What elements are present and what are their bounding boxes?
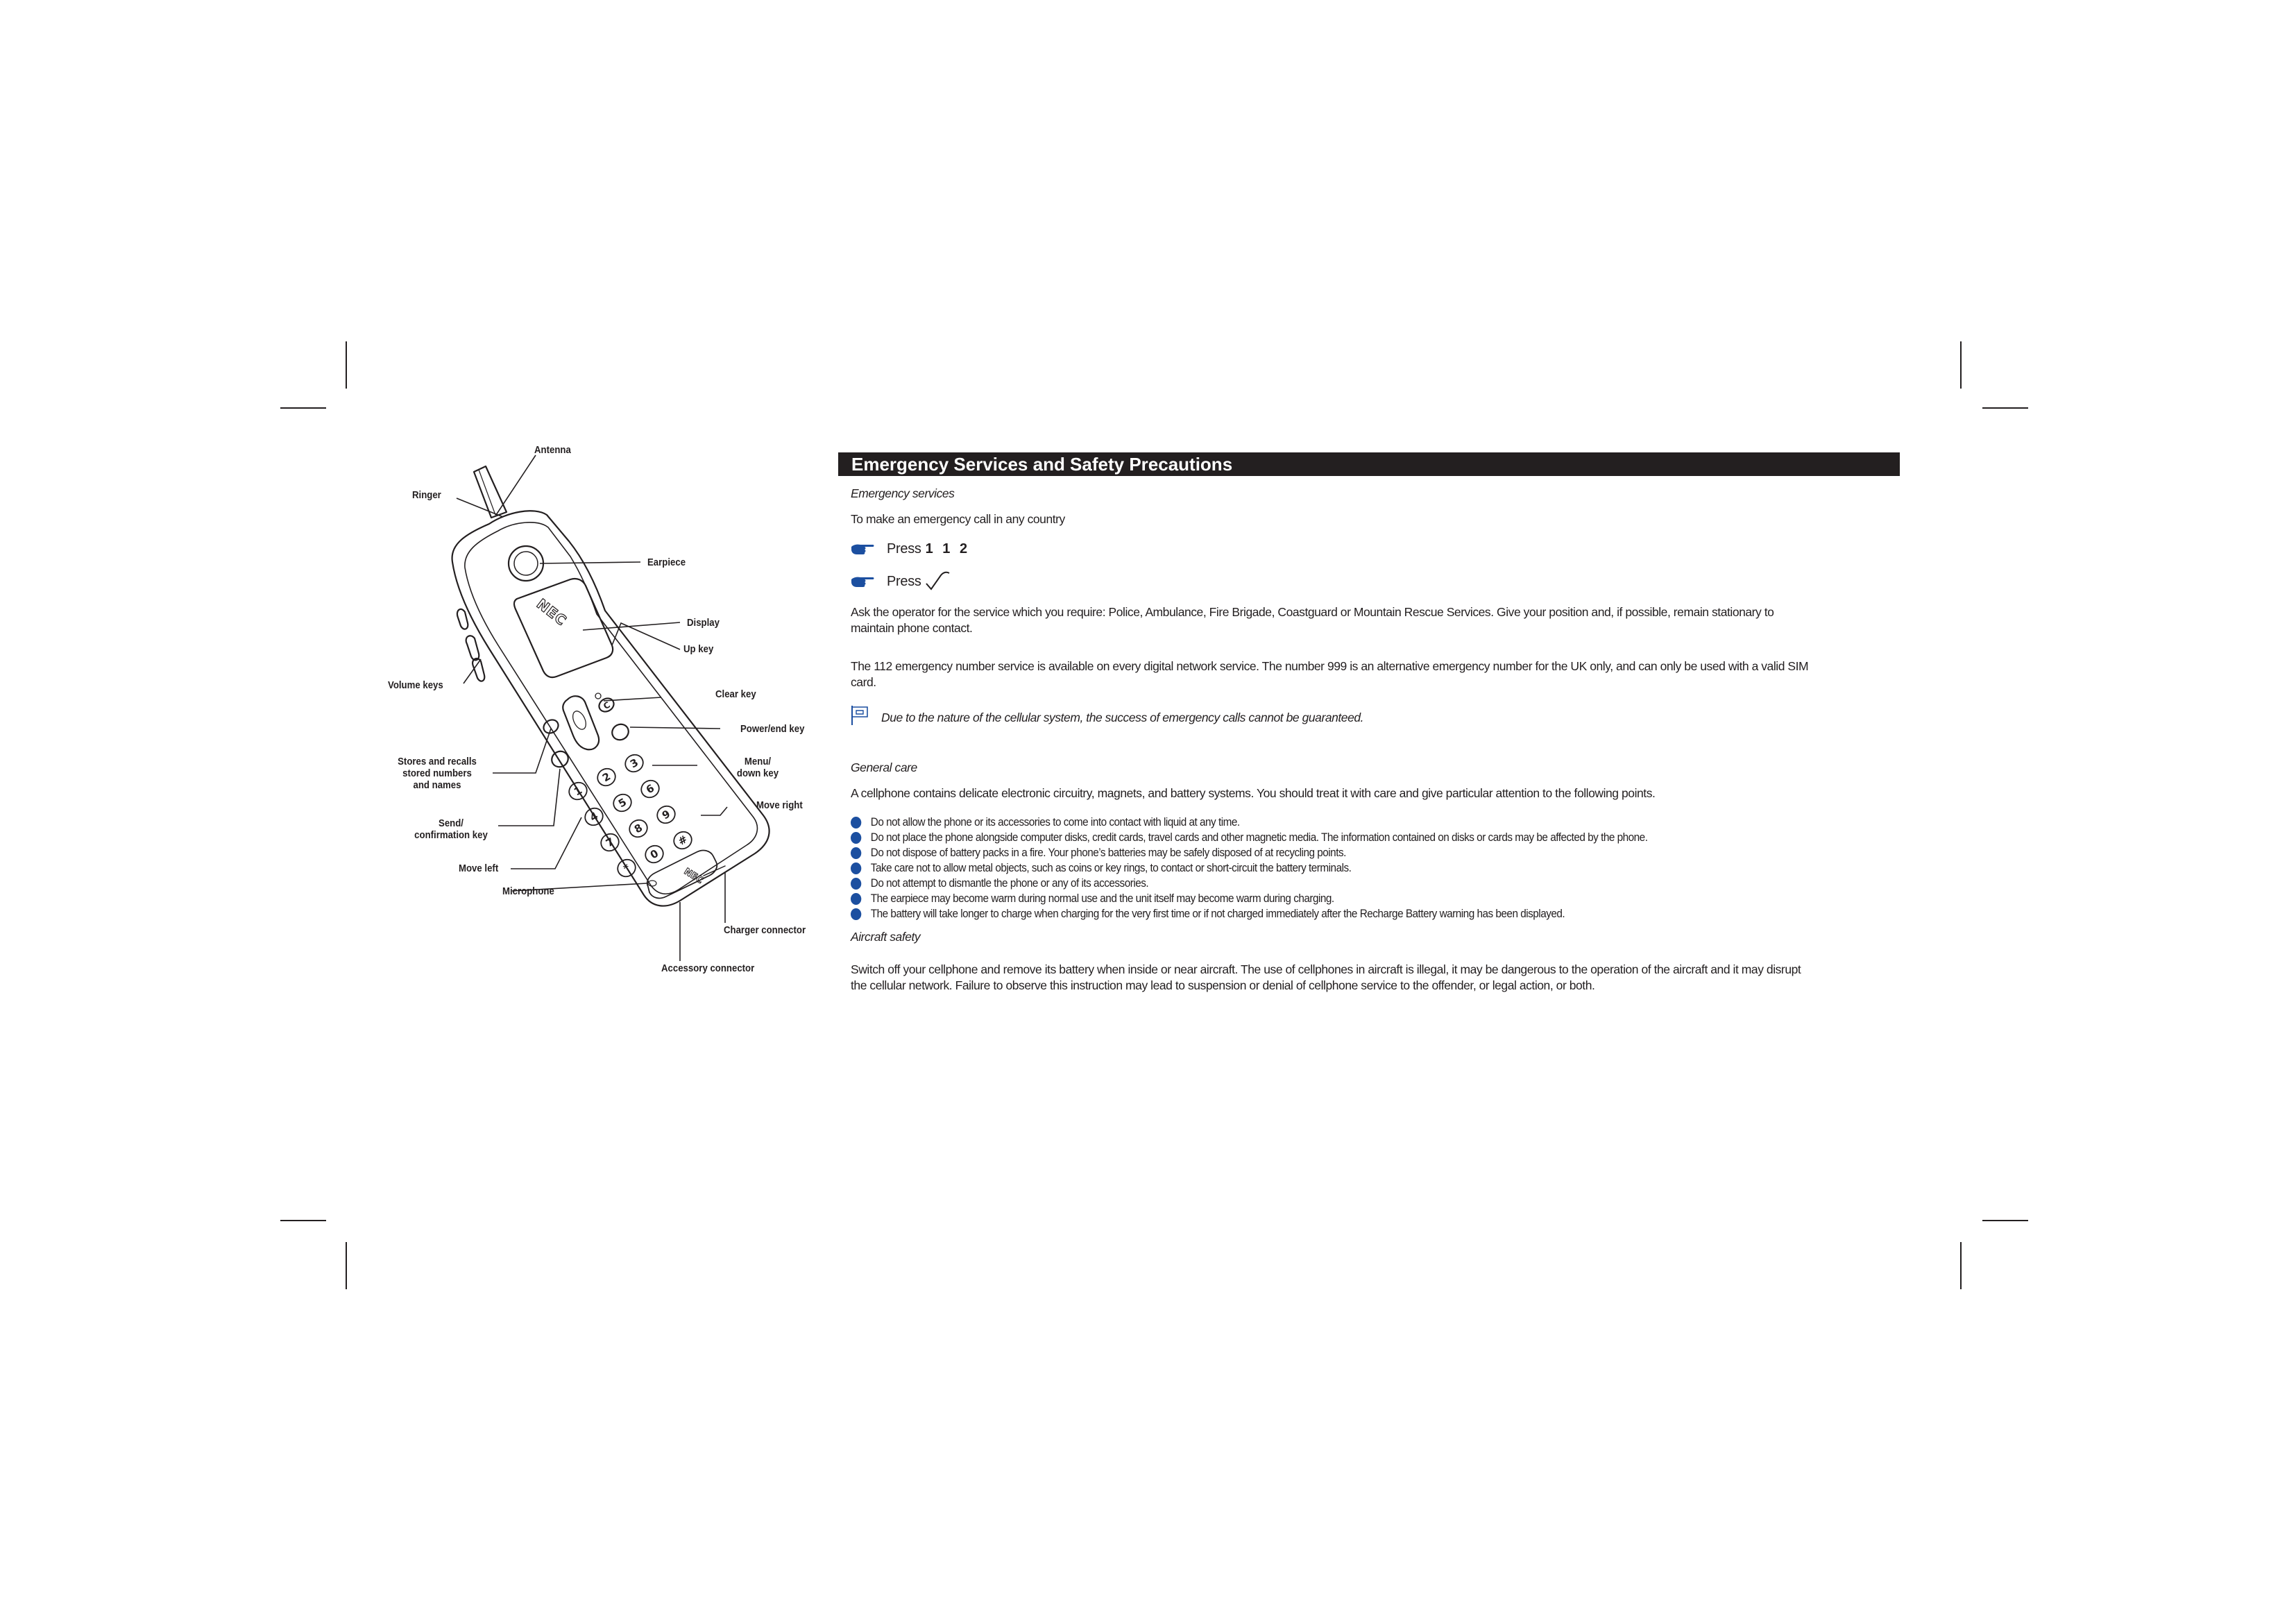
crop-mark <box>1982 1220 2028 1221</box>
label-microphone: Microphone <box>502 885 554 897</box>
key-1: 1 <box>571 783 585 799</box>
general-care-intro: A cellphone contains delicate electronic circuitry, magnets, and battery systems. You should treat it with care and give particular attention to the following points. <box>851 786 1656 800</box>
key-0: 0 <box>647 847 661 862</box>
list-item: Do not allow the phone or its accessories to come into contact with liquid at any time. <box>851 815 1647 830</box>
label-clear-key: Clear key <box>715 688 756 700</box>
key-9: 9 <box>659 807 673 822</box>
step-press-112 <box>851 538 970 559</box>
emergency-number: 1 1 2 <box>925 541 971 556</box>
label-move-left: Move left <box>459 863 499 874</box>
crop-mark <box>346 1242 347 1289</box>
aircraft-safety-heading: Aircraft safety <box>851 930 921 944</box>
general-care-list <box>851 815 1736 921</box>
key-hash: # <box>676 833 690 848</box>
nec-logo-top: NEC <box>533 595 570 629</box>
crop-mark <box>1960 1242 1962 1289</box>
label-up-key: Up key <box>683 643 714 655</box>
key-2: 2 <box>599 770 613 785</box>
key-4: 4 <box>587 809 601 824</box>
crop-mark <box>1960 341 1962 389</box>
emergency-para-2: The 112 emergency number service is available on every digital network service. The number 999 is an alternative emergency number for the UK only, and can only be used with a valid SIM card. <box>851 659 1809 689</box>
list-item: The battery will take longer to charge when charging for the very first time or if not charged immediately after the Recharge Battery warning has been displayed. <box>851 906 1647 921</box>
clear-key-glyph: C <box>602 699 612 712</box>
pointing-hand-icon <box>851 543 874 555</box>
aircraft-safety-para: Switch off your cellphone and remove its battery when inside or near aircraft. The use of cellphones in aircraft is illegal, it may be dangerous to the operation of the aircraft and it may disrupt the cellular network. Failure to observe this instruction may lead to suspension or denial of cellphone service to the offender, or legal action, or both. <box>851 962 1801 992</box>
nec-logo-bottom: NEC <box>681 866 705 886</box>
list-item: Do not place the phone alongside computer disks, credit cards, travel cards and other magnetic media. The information contained on disks or cards may be affected by the phone. <box>851 830 1647 845</box>
label-earpiece: Earpiece <box>647 556 686 568</box>
label-antenna: Antenna <box>534 444 571 456</box>
list-item: Take care not to allow metal objects, such as coins or key rings, to contact or short-circuit the battery terminals. <box>851 860 1647 876</box>
send-key-tick-icon <box>924 571 952 592</box>
section-header <box>838 452 1900 476</box>
bullet-icon <box>851 863 861 874</box>
label-volume-keys: Volume keys <box>388 679 443 691</box>
key-star: * <box>621 861 632 875</box>
note <box>849 708 1363 726</box>
phone-diagram <box>375 437 847 1013</box>
crop-mark <box>346 341 347 389</box>
list-item: Do not attempt to dismantle the phone or any of its accessories. <box>851 876 1647 891</box>
crop-mark <box>280 407 326 409</box>
label-charger-connector: Charger connector <box>724 924 806 936</box>
key-6: 6 <box>643 781 657 797</box>
general-care-heading: General care <box>851 760 917 774</box>
bullet-icon <box>851 817 861 829</box>
step-press-send <box>851 571 952 592</box>
crop-mark <box>1982 407 2028 409</box>
list-item: Do not dispose of battery packs in a fire. Your phone’s batteries may be safely disposed of at recycling points. <box>851 845 1647 860</box>
emergency-para-1: Ask the operator for the service which you require: Police, Ambulance, Fire Brigade, Coastguard or Mountain Rescue Services. Give your position and, if possible, remain stationary to maintain phone contact. <box>851 605 1774 635</box>
bullet-icon <box>851 908 861 920</box>
key-8: 8 <box>631 821 645 836</box>
label-power-end-key: Power/end key <box>740 723 805 735</box>
bullet-icon <box>851 893 861 905</box>
list-item: The earpiece may become warm during normal use and the unit itself may become warm during charging. <box>851 891 1647 906</box>
bullet-icon <box>851 832 861 844</box>
step1-label: Press <box>887 541 921 556</box>
key-3: 3 <box>627 756 641 771</box>
label-stores-recalls: Stores and recalls stored numbers and names <box>398 756 477 791</box>
bullet-icon <box>851 847 861 859</box>
label-send-confirm-key: Send/ confirmation key <box>414 817 488 841</box>
crop-mark <box>280 1220 326 1221</box>
label-ringer: Ringer <box>412 489 441 501</box>
label-menu-down-key: Menu/ down key <box>736 756 779 779</box>
key-7: 7 <box>603 835 617 850</box>
antenna-shape <box>474 466 507 518</box>
bullet-icon <box>851 878 861 890</box>
emergency-intro: To make an emergency call in any country <box>851 512 1065 526</box>
note-flag-icon <box>849 704 870 726</box>
pointing-hand-icon <box>851 575 874 588</box>
note-text: Due to the nature of the cellular system, the success of emergency calls cannot be guaranteed. <box>881 711 1364 724</box>
step2-label: Press <box>887 574 921 589</box>
key-5: 5 <box>615 795 629 810</box>
label-accessory-connector: Accessory connector <box>661 962 755 974</box>
emergency-heading: Emergency services <box>851 486 955 500</box>
label-move-right: Move right <box>756 799 803 811</box>
section-title: Emergency Services and Safety Precautions <box>851 454 1233 475</box>
label-display: Display <box>687 617 720 629</box>
